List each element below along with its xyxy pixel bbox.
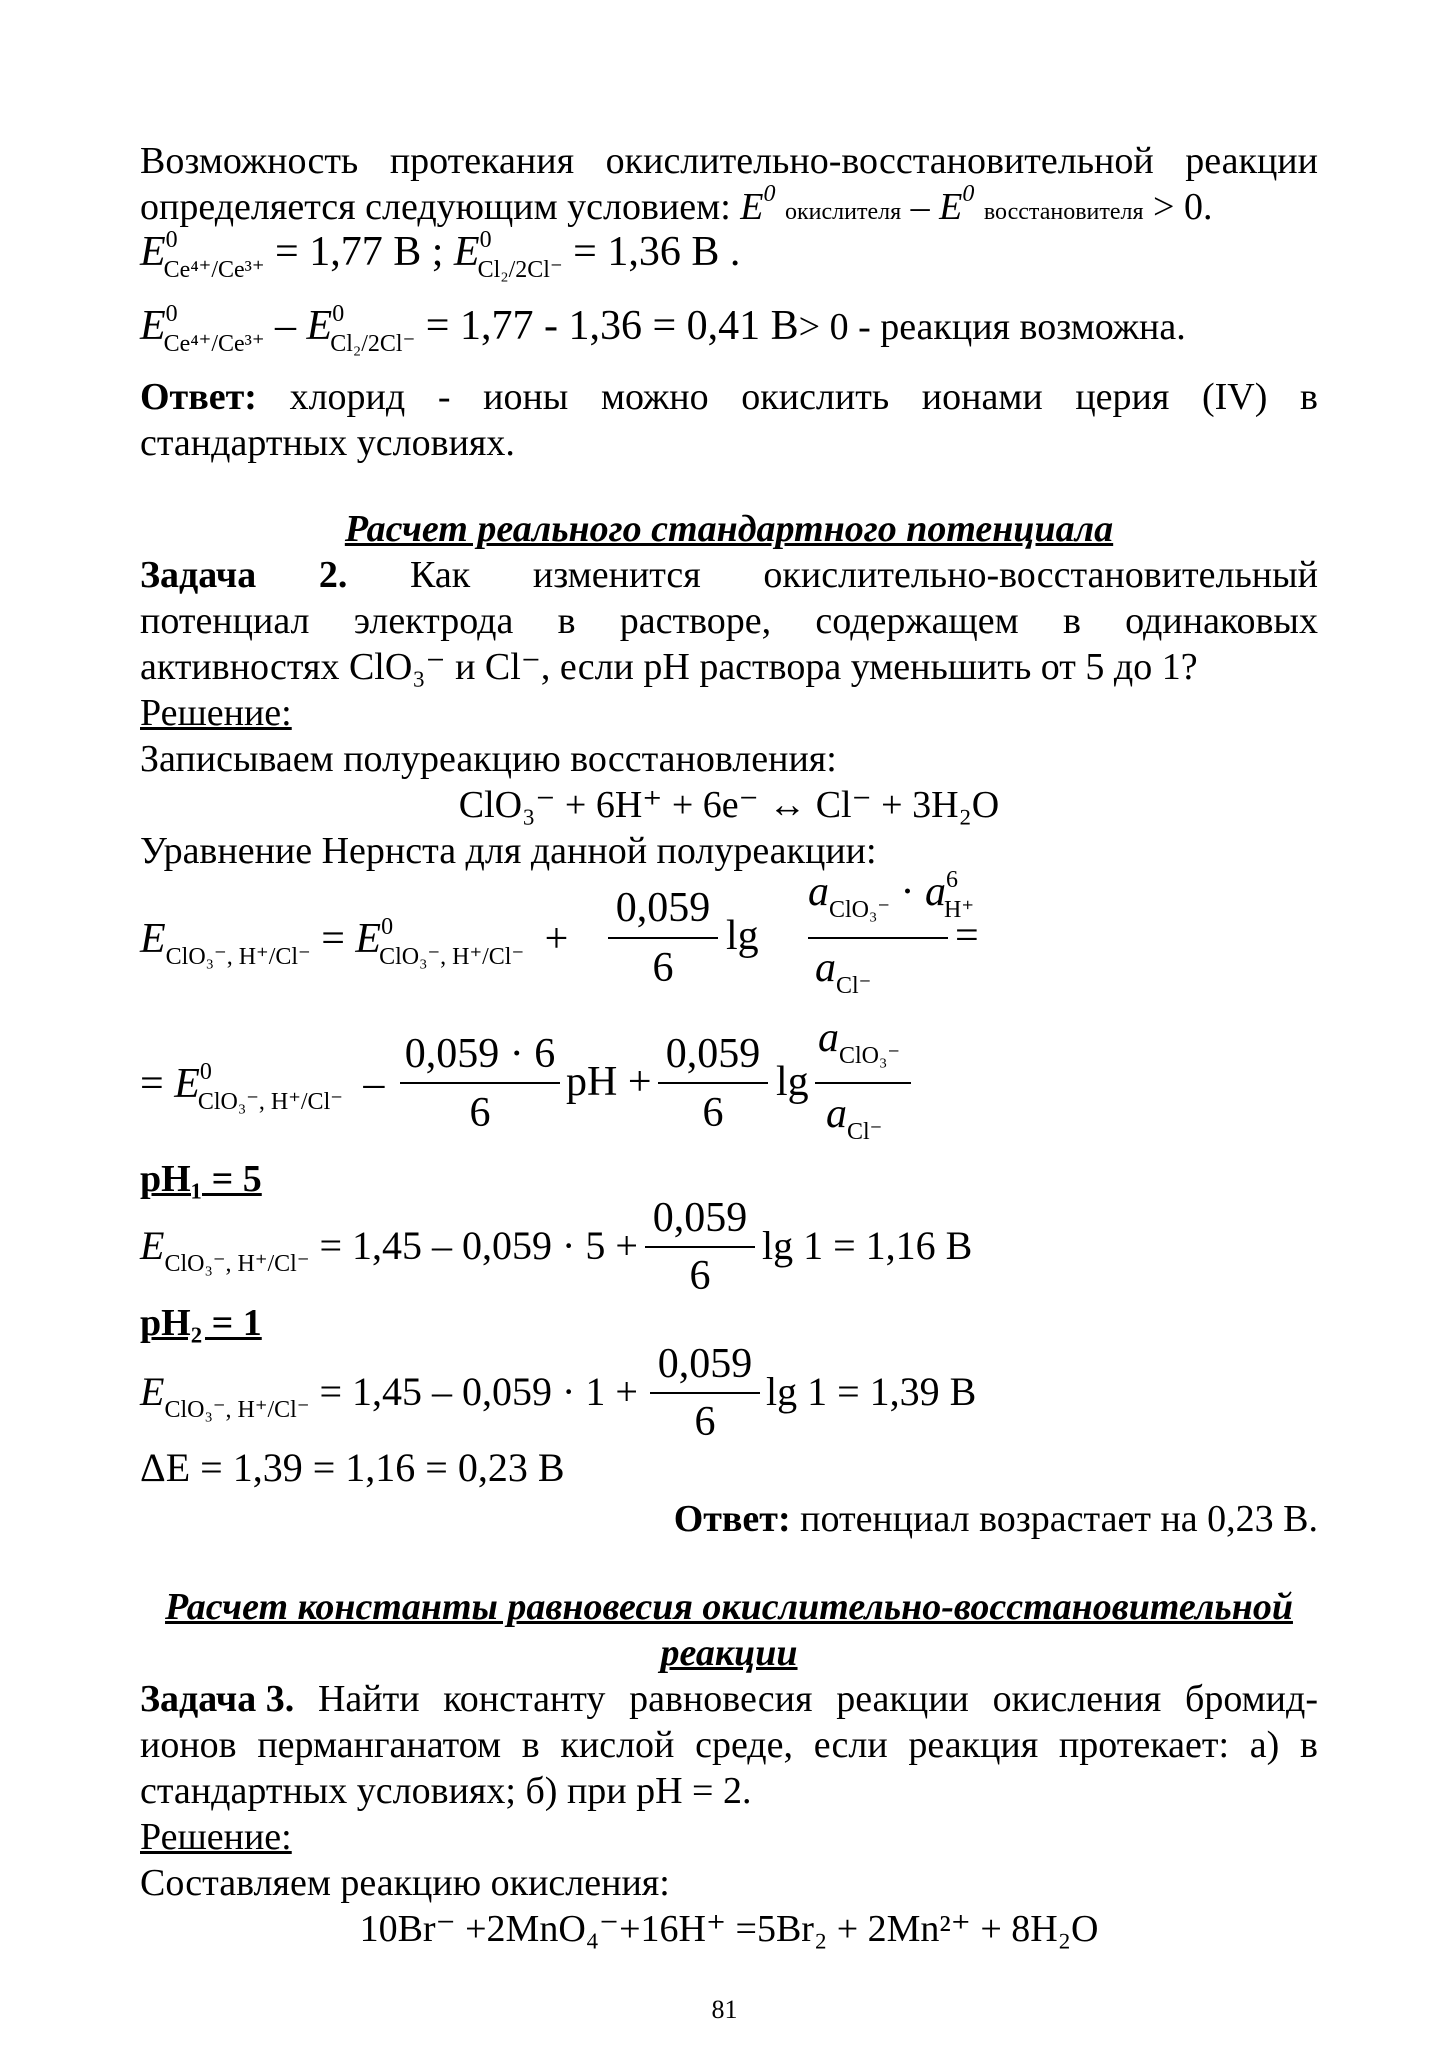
solution-label: Решение:: [140, 1816, 292, 1858]
task2-line2: [140, 598, 1318, 644]
ph2-equation-left: [140, 1368, 638, 1423]
sub: ClO₃⁻, H⁺/Cl⁻: [165, 944, 311, 970]
sup: 0: [763, 181, 776, 207]
fraction-denominator: 6: [702, 1090, 724, 1136]
symbol-E: E: [140, 1369, 165, 1414]
fraction-bar: [658, 1082, 768, 1084]
section-heading-equilibrium-cont: реакции: [660, 1632, 798, 1674]
task-label: Задача 3.: [140, 1678, 295, 1720]
fraction-numerator: 0,059 · 6: [404, 1031, 556, 1077]
symbol-E: E: [355, 916, 382, 962]
word: ионы: [483, 376, 569, 418]
task3-line3: стандартных условиях; б) при pH = 2.: [140, 1770, 752, 1812]
sub: Ce⁴⁺/Ce³⁺: [163, 257, 265, 283]
sup: 0: [165, 227, 178, 253]
fraction-numerator: 0,059: [657, 1341, 753, 1387]
task2-line3: активностях ClO₃⁻ и Cl⁻, если pH раствора уменьшить от 5 до 1?: [140, 646, 1198, 688]
word: изменится: [532, 554, 701, 596]
task-number: 2.: [318, 554, 348, 596]
ph2-label: pH₂ = 1: [140, 1302, 262, 1344]
answer2: [140, 1496, 1318, 1542]
delta-e: ΔE = 1,39 = 1,16 = 0,23 В: [140, 1445, 565, 1490]
fraction-bar: [815, 1082, 911, 1084]
word: протекает:: [1058, 1724, 1230, 1766]
ph1-label: pH₁ = 5: [140, 1158, 262, 1200]
halfreaction-equation: ClO₃⁻ + 6H⁺ + 6e⁻ ↔ Cl⁻ + 3H₂O: [458, 784, 1000, 826]
equals: =: [321, 916, 345, 962]
sub: Cl₂/2Cl⁻: [477, 257, 563, 283]
word: в: [1062, 600, 1081, 642]
word: в: [557, 600, 576, 642]
ph1-expression: = 1,45 – 0,059 · 5 +: [319, 1223, 638, 1268]
oxidation-reaction: 10Br⁻ +2MnO₄⁻+16H⁺ =5Br₂ + 2Mn²⁺ + 8H₂O: [359, 1908, 1099, 1950]
sub: Cl⁻: [836, 973, 872, 999]
fraction-numerator: 0,059: [665, 1031, 761, 1077]
fraction-numerator: 0,059: [652, 1195, 748, 1241]
activity-numerator: [818, 1014, 901, 1069]
word: потенциал: [140, 600, 310, 642]
sub: Cl₂/2Cl⁻: [330, 331, 416, 357]
oxidation-intro: Составляем реакцию окисления:: [140, 1862, 670, 1904]
sup: 0: [332, 301, 345, 327]
activity-symbol: a: [815, 945, 836, 991]
word: электрода: [353, 600, 514, 642]
symbol-E: E: [174, 1061, 200, 1107]
symbol-E: E: [140, 303, 166, 349]
activity-denominator: [826, 1090, 883, 1145]
sub: ClO₃⁻, H⁺/Cl⁻: [164, 1251, 310, 1277]
sub: ClO₃⁻: [839, 1043, 901, 1069]
fraction-denominator: 6: [694, 1399, 716, 1445]
nernst2-left: [140, 1059, 385, 1115]
ph2-result: lg 1 = 1,39 В: [766, 1369, 977, 1414]
sup: 0: [381, 914, 394, 940]
minus: –: [910, 186, 930, 228]
plus: +: [544, 916, 569, 962]
word: Возможность: [140, 140, 359, 182]
fraction-bar: [400, 1082, 560, 1084]
task3-line1: [140, 1676, 1318, 1722]
sup: 0: [479, 227, 492, 253]
para1-line1: [140, 138, 1318, 184]
solution-label: Решение:: [140, 692, 292, 734]
word: если: [813, 1724, 888, 1766]
result: = 1,77 - 1,36 = 0,41 В: [425, 303, 799, 349]
activity-symbol: a: [826, 1091, 847, 1137]
word: в: [1299, 1724, 1318, 1766]
word: Как: [410, 554, 471, 596]
word: Найти: [317, 1678, 420, 1720]
tail: > 0.: [1153, 186, 1213, 228]
nernst1-left: [140, 914, 569, 970]
word: одинаковых: [1125, 600, 1318, 642]
sub: ClO₃⁻, H⁺/Cl⁻: [164, 1397, 310, 1423]
word: кислой: [560, 1724, 675, 1766]
task3-line2: [140, 1722, 1318, 1768]
answer-label: Ответ:: [140, 376, 257, 418]
answer-label: Ответ:: [673, 1498, 791, 1540]
sub: H⁺: [944, 897, 975, 923]
equation-difference: [140, 301, 1186, 357]
equals: =: [955, 913, 979, 959]
activity-denominator: [815, 944, 872, 999]
word: константу: [443, 1678, 606, 1720]
word: в: [521, 1724, 540, 1766]
word: перманганатом: [257, 1724, 502, 1766]
word: окислительно-восстановительной: [605, 140, 1154, 182]
minus: –: [275, 303, 297, 349]
symbol-E: E: [453, 229, 480, 275]
answer1-line2: стандартных условиях.: [140, 422, 515, 464]
word: хлорид: [289, 376, 406, 418]
equals: =: [140, 1061, 164, 1107]
section-heading-real-potential: Расчет реального стандартного потенциала: [344, 508, 1114, 550]
activity-symbol: a: [818, 1015, 839, 1061]
value-1: = 1,77 В ;: [275, 229, 444, 275]
ph-term: pH +: [566, 1059, 652, 1105]
value-2: = 1,36 В .: [573, 229, 741, 275]
ph1-result: lg 1 = 1,16 В: [762, 1223, 973, 1268]
word: в: [1300, 376, 1318, 418]
ph1-equation-left: [140, 1222, 638, 1277]
dot: ·: [900, 869, 915, 915]
ph2-expression: = 1,45 – 0,059 · 1 +: [319, 1369, 638, 1414]
word: окислить: [741, 376, 890, 418]
word: окислительно-восстановительный: [763, 554, 1318, 596]
subscript-reducer: восстановителя: [983, 199, 1144, 225]
sub: ClO₃⁻, H⁺/Cl⁻: [197, 1089, 343, 1115]
word: растворе,: [619, 600, 772, 642]
word: ионов: [140, 1724, 237, 1766]
section-heading-equilibrium: Расчет константы равновесия окислительно-восстановительной: [165, 1586, 1293, 1628]
fraction-bar: [808, 937, 948, 939]
conclusion: > 0 - реакция возможна.: [798, 306, 1186, 348]
fraction-denominator: 6: [689, 1253, 711, 1299]
lg: lg: [776, 1059, 809, 1105]
word: реакции: [836, 1678, 969, 1720]
word: -: [437, 376, 451, 418]
symbol-E: E: [740, 186, 764, 228]
fraction-denominator: 6: [469, 1090, 491, 1136]
word: а): [1249, 1724, 1280, 1766]
word: реакция: [908, 1724, 1039, 1766]
fraction-numerator: 0,059: [615, 885, 711, 931]
sup: 6: [946, 867, 959, 893]
subscript-oxidizer: окислителя: [784, 199, 902, 225]
fraction-bar: [645, 1246, 755, 1248]
word: церия: [1075, 376, 1170, 418]
symbol-E: E: [939, 186, 963, 228]
condition-text: определяется следующим условием:: [140, 186, 731, 228]
nernst-intro: Уравнение Нернста для данной полуреакции:: [140, 830, 877, 872]
sup: 0: [165, 301, 178, 327]
answer1-line1: [140, 374, 1318, 420]
answer-text: потенциал возрастает на 0,23 В.: [800, 1498, 1318, 1540]
symbol-E: E: [140, 1223, 165, 1268]
word: (IV): [1202, 376, 1268, 418]
word: ионами: [921, 376, 1043, 418]
word: содержащем: [815, 600, 1019, 642]
word: равновесия: [629, 1678, 813, 1720]
page-number: 81: [711, 1995, 738, 2024]
sup: 0: [199, 1059, 212, 1085]
fraction-bar: [608, 937, 718, 939]
sub: ClO₃⁻, H⁺/Cl⁻: [379, 944, 525, 970]
word: бромид-: [1185, 1678, 1318, 1720]
symbol-E: E: [140, 916, 166, 962]
activity-numerator: [808, 867, 975, 923]
word: протекания: [389, 140, 575, 182]
word: можно: [600, 376, 709, 418]
word: среде,: [695, 1724, 794, 1766]
sup: 0: [962, 181, 975, 207]
sub: Ce⁴⁺/Ce³⁺: [163, 331, 265, 357]
symbol-E: E: [306, 303, 333, 349]
fraction-denominator: 6: [652, 945, 674, 991]
task-label: Задача: [140, 554, 257, 596]
equation-standard-potentials: [140, 227, 741, 283]
sub: ClO₃⁻: [829, 897, 891, 923]
symbol-E: E: [140, 229, 166, 275]
word: реакции: [1185, 140, 1318, 182]
activity-symbol: a: [925, 869, 947, 915]
task2-line1: [140, 552, 1318, 598]
sub: Cl⁻: [847, 1119, 883, 1145]
activity-symbol: a: [808, 869, 829, 915]
halfreaction-intro: Записываем полуреакцию восстановления:: [140, 738, 837, 780]
lg: lg: [726, 913, 759, 959]
fraction-bar: [650, 1392, 760, 1394]
minus: –: [363, 1061, 385, 1107]
word: окисления: [992, 1678, 1162, 1720]
